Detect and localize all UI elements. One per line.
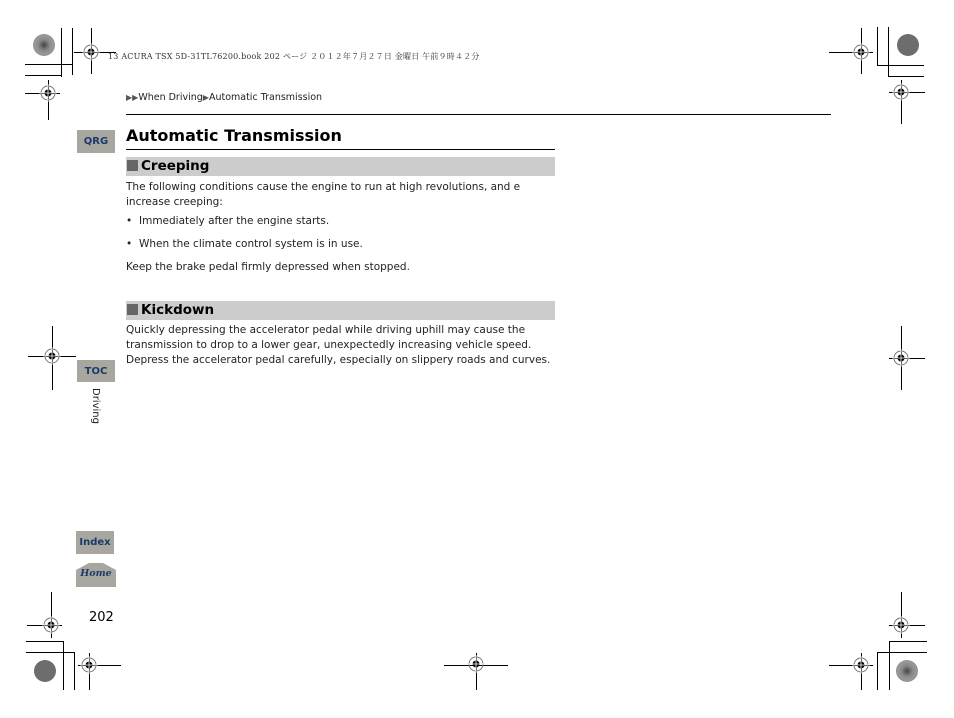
section-heading-creeping bbox=[126, 157, 555, 176]
color-calibration-dot bbox=[33, 34, 55, 56]
crop-mark bbox=[61, 28, 62, 77]
print-header-meta: 13 ACURA TSX 5D-31TL76200.book 202 ページ ２０１２年７月２７日 金曜日 午前９時４２分 bbox=[108, 52, 480, 61]
section-heading-text: Kickdown bbox=[141, 302, 215, 318]
page-number: 202 bbox=[89, 610, 114, 625]
bullet-icon: • bbox=[126, 215, 133, 227]
crop-mark bbox=[26, 641, 64, 642]
registration-target-icon bbox=[892, 349, 910, 367]
crop-mark bbox=[25, 64, 72, 65]
list-item-text: Immediately after the engine starts. bbox=[139, 215, 330, 227]
crop-mark bbox=[877, 652, 878, 690]
section-heading-kickdown bbox=[126, 301, 555, 320]
color-calibration-dot bbox=[897, 34, 919, 56]
registration-target-icon bbox=[852, 656, 870, 674]
bullet-icon: • bbox=[126, 238, 133, 250]
creeping-intro: The following conditions cause the engine to run at high revolutions, and e increase creeping: bbox=[126, 181, 521, 208]
registration-target-icon bbox=[82, 43, 100, 61]
qrg-button[interactable]: QRG bbox=[77, 130, 115, 153]
creeping-note: Keep the brake pedal firmly depressed when stopped. bbox=[126, 261, 410, 273]
toc-button[interactable]: TOC bbox=[77, 360, 115, 382]
breadcrumb-separator-icon: ▶ bbox=[202, 93, 209, 102]
registration-target-icon bbox=[43, 347, 61, 365]
section-heading-text: Creeping bbox=[141, 158, 210, 174]
color-calibration-dot bbox=[34, 660, 56, 682]
list-item-text: When the climate control system is in use. bbox=[139, 238, 363, 250]
registration-target-icon bbox=[39, 84, 57, 102]
home-label: Home bbox=[80, 568, 112, 579]
list-item bbox=[126, 214, 329, 229]
registration-target-icon bbox=[892, 83, 910, 101]
registration-target-icon bbox=[892, 616, 910, 634]
registration-target-icon bbox=[42, 616, 60, 634]
crop-mark bbox=[889, 641, 890, 690]
breadcrumb-item-when-driving[interactable]: When Driving bbox=[138, 92, 203, 103]
crop-mark bbox=[877, 65, 924, 66]
registration-target-icon bbox=[852, 43, 870, 61]
square-bullet-icon bbox=[127, 160, 138, 171]
crop-mark bbox=[63, 641, 64, 690]
color-calibration-dot bbox=[896, 660, 918, 682]
kickdown-body: Quickly depressing the accelerator pedal while driving uphill may cause the transmission to drop to a lower gear, unexpectedly increasing vehicle speed. Depress the accelerator pedal carefully, especially on slippery roads and curves. bbox=[126, 324, 551, 366]
crop-mark bbox=[25, 75, 62, 76]
crop-mark bbox=[877, 27, 878, 65]
page-title: Automatic Transmission bbox=[126, 126, 342, 145]
registration-target-icon bbox=[80, 656, 98, 674]
breadcrumb-item-automatic-transmission: Automatic Transmission bbox=[208, 92, 323, 103]
breadcrumb bbox=[126, 92, 322, 103]
home-button[interactable] bbox=[76, 563, 116, 587]
list-item bbox=[126, 237, 363, 252]
section-label-driving: Driving bbox=[90, 388, 101, 424]
crop-mark bbox=[877, 652, 927, 653]
registration-target-icon bbox=[467, 655, 485, 673]
square-bullet-icon bbox=[127, 304, 138, 315]
crop-mark bbox=[888, 76, 924, 77]
title-divider bbox=[126, 149, 555, 150]
crop-mark bbox=[72, 28, 73, 75]
index-button[interactable]: Index bbox=[76, 531, 114, 554]
header-divider bbox=[126, 114, 831, 115]
crop-mark bbox=[888, 27, 889, 76]
crop-mark bbox=[74, 652, 75, 690]
crop-mark bbox=[26, 652, 74, 653]
breadcrumb-arrows-icon: ▶▶ bbox=[126, 93, 139, 102]
crop-mark bbox=[889, 641, 927, 642]
